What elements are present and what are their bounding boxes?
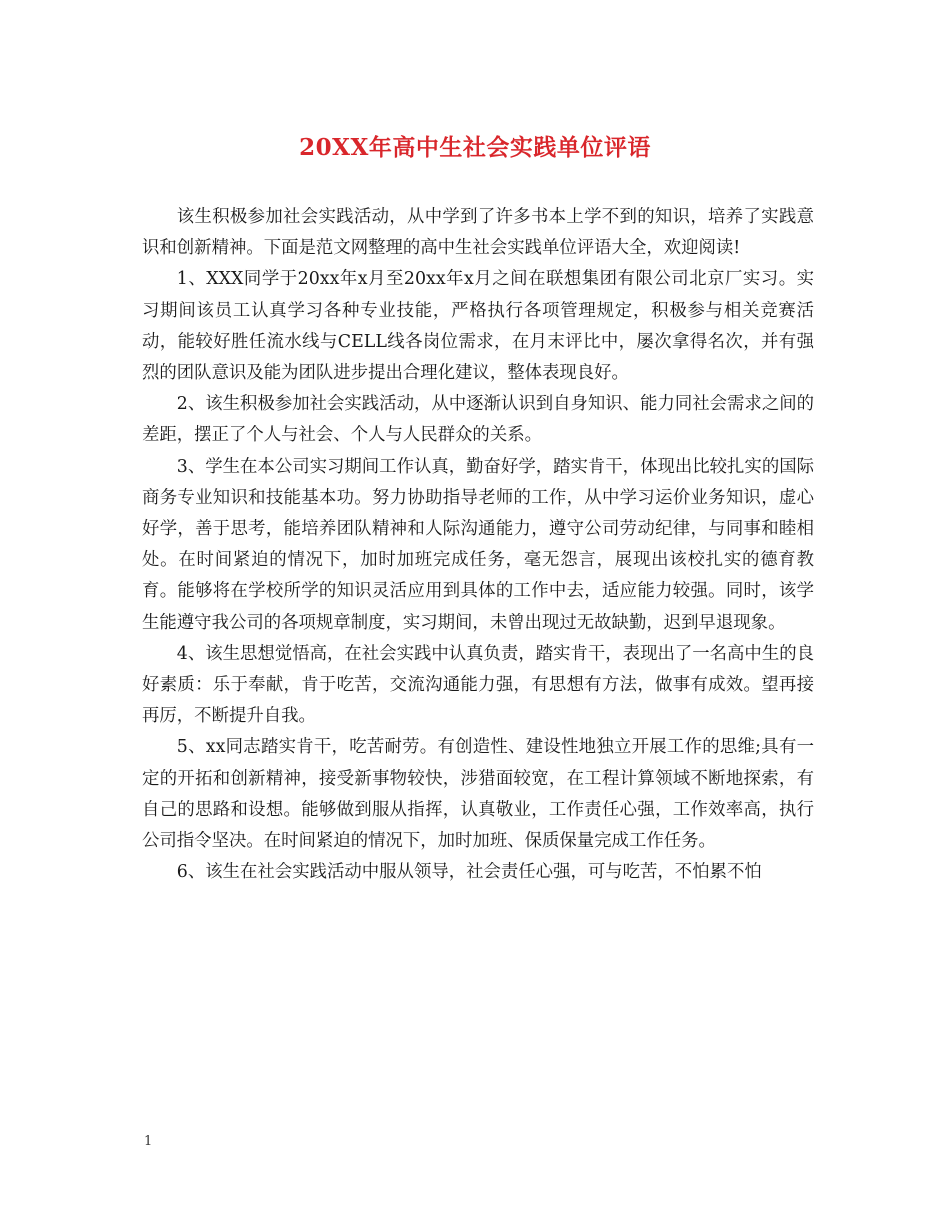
comment-paragraph-5: 5、xx同志踏实肯干，吃苦耐劳。有创造性、建设性地独立开展工作的思维;具有一定的开拓和创新精神，接受新事物较快，涉猎面较宽，在工程计算领域不断地探索，有自己的思路和设想。能够做到服从指挥，认真敬业，工作责任心强，工作效率高，执行公司指令坚决。在时间紧迫的情况下，加时加班、保质保量完成工作任务。 [142, 737, 814, 852]
comment-paragraph-3: 3、学生在本公司实习期间工作认真，勤奋好学，踏实肯干，体现出比较扎实的国际商务专业知识和技能基本功。努力协助指导老师的工作，从中学习运价业务知识，虚心好学，善于思考，能培养团队精神和人际沟通能力，遵守公司劳动纪律，与同事和睦相处。在时间紧迫的情况下，加时加班完成任务，毫无怨言，展现出该校扎实的德育教育。能够将在学校所学的知识灵活应用到具体的工作中去，适应能力较强。同时，该学生能遵守我公司的各项规章制度，实习期间，未曾出现过无故缺勤，迟到早退现象。 [142, 456, 814, 633]
comment-paragraph-4: 4、该生思想觉悟高，在社会实践中认真负责，踏实肯干，表现出了一名高中生的良好素质：乐于奉献，肯于吃苦，交流沟通能力强，有思想有方法，做事有成效。望再接再厉，不断提升自我。 [142, 643, 814, 727]
document-body [142, 202, 814, 888]
comment-paragraph-6: 6、该生在社会实践活动中服从领导，社会责任心强，可与吃苦，不怕累不怕 [176, 862, 762, 883]
document-title: 20XX年高中生社会实践单位评语 [299, 134, 651, 161]
intro-paragraph: 该生积极参加社会实践活动，从中学到了许多书本上学不到的知识，培养了实践意识和创新精神。下面是范文网整理的高中生社会实践单位评语大全，欢迎阅读! [142, 207, 814, 259]
comment-paragraph-2: 2、该生积极参加社会实践活动，从中逐渐认识到自身知识、能力同社会需求之间的差距，摆正了个人与社会、个人与人民群众的关系。 [142, 394, 814, 446]
comment-paragraph-1: 1、XXX同学于20xx年x月至20xx年x月之间在联想集团有限公司北京厂实习。实习期间该员工认真学习各种专业技能，严格执行各项管理规定，积极参与相关竞赛活动，能较好胜任流水线与CELL线各岗位需求，在月末评比中，屡次拿得名次，并有强烈的团队意识及能为团队进步提出合理化建议，整体表现良好。 [142, 269, 814, 384]
page-number: 1 [144, 1134, 153, 1149]
